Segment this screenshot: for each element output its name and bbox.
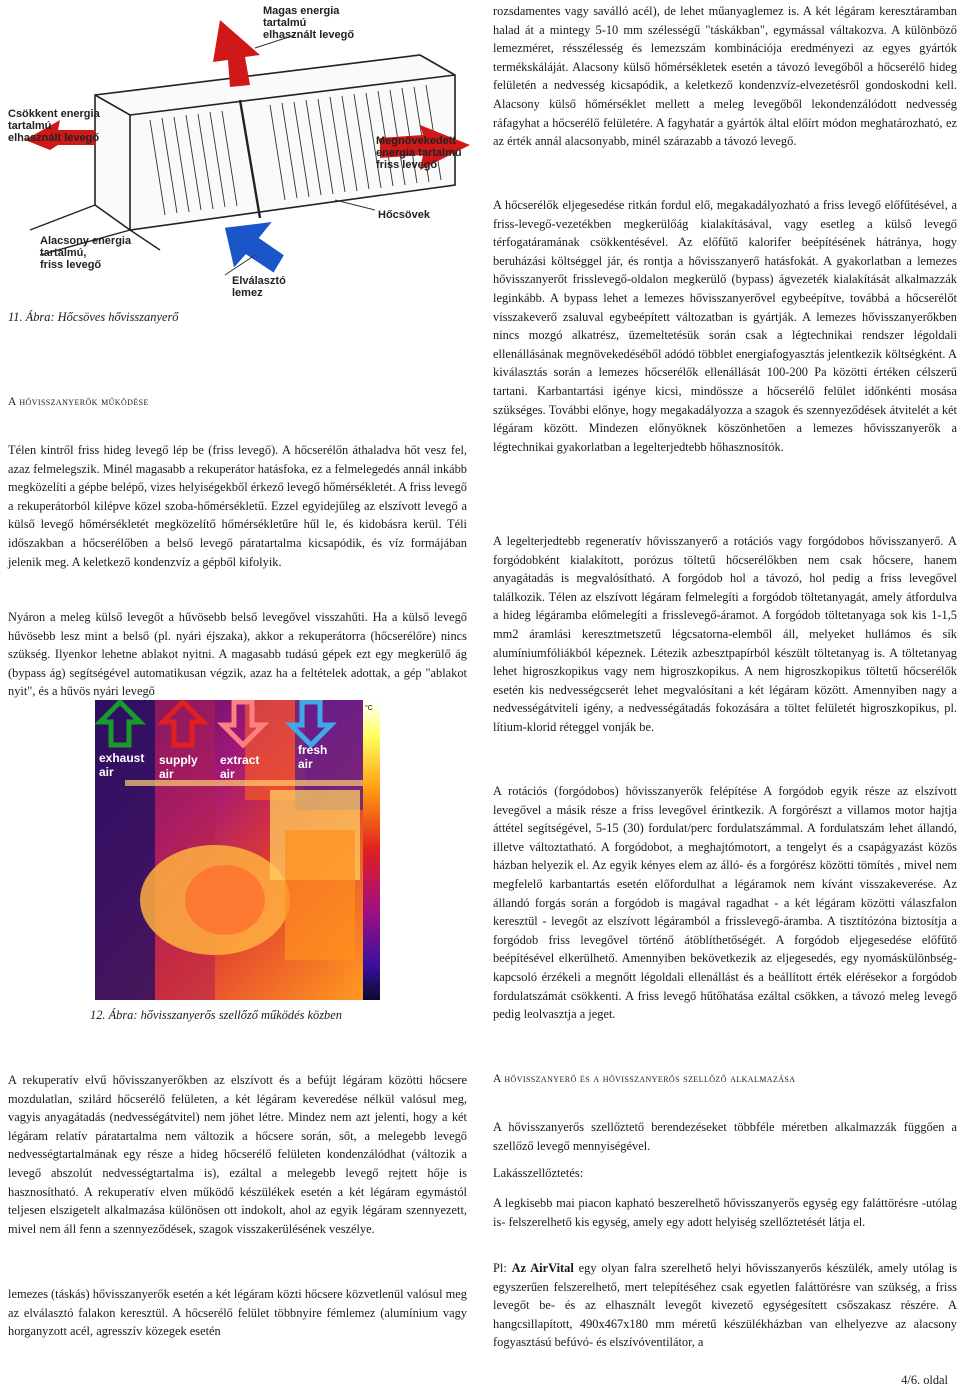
paragraph-plate-materials: rozsdamentes vagy saválló acél), de lehet műanyaglemez is. A két légáram keresztáramban halad át a mintegy 5-10 mm szélességű "táskákban", egymással váltakozva. A különböző lemezméret, résszélesség és lemezszám kombinációja eredményezi az egyes gyártók termékskáláját. Alacsony külső hőmérsékletek esetén a távozó levegőből a hőcserélő hideg felületén a nedvesség kicsapódik, a keletkező kondenzvíz-elvezetésről gondoskodni kell. Alacsony külső hőmérséklet mellett a meleg levegőből lekondenzálódott nedvesség ráfagyhat a hőcserélő felületére. A fagyhatár a gyártók által előírt módon meghatározható, ez az érték annál alacsonyabb, minél szárazabb a távozó levegő. bbox=[493, 4, 957, 149]
label-supply-air: air bbox=[159, 767, 174, 781]
heat-pipe-diagram bbox=[0, 0, 480, 305]
paragraph-rotary-structure: A rotációs (forgódobos) hővisszanyerők felépítése A forgódob egyik része az elszívott levegővel a másik része a friss levegővel érintkezik. A forgórészt a villamos motor hajtja áttétel segítségével, 5-15 (30) fordulat/perc fordulatszámmal. A fordulatszám lehet állandó, illetve változtatható. A forgódobot, a meghajtómotort, a tengelyt és a csapágyazást közös házban helyezik el. Az egyik kényes elem az álló- és a forgórész közötti tömítés , mivel nem megfelelő karbantartás esetén előfordulhat a légáramok nem kívánt visszakeverése. Az állandó forgás során a forgódob is magával ragadhat - a két légáram közötti válaszfalon keresztül - levegőt az elszívott légáramból a frisslevegő-áramba. A tisztítózóna biztosítja a forgódob friss levegővel történő átöblíthetőségét. A forgódob eljegesedése előfűtő beépítésével elkerülhető. Amennyiben bekövetkezik az eljegesedés, egy nyomáskülönbség-kapcsoló érzékeli a megnőtt légoldali ellenállást és a beállított érték elérésekor a forgódob fordulatszámát csökkenti. A friss levegő hűtőhatása ezáltal csökken, a távozó meleg levegő pedig leolvasztja a jeget. bbox=[493, 784, 957, 1022]
paragraph-winter: Télen kintről friss hideg levegő lép be (friss levegő). A hőcserélőn áthaladva hőt vesz fel, azaz felmelegszik. Minél magasabb a rekuperátor hatásfoka, ez a felmelegedés annál inkább megközelíti a gépbe belépő, vizes helyiségekből érkező levegő hőmérsékletét. A friss levegő a rekuperátorból kilépve közel szoba-hőmérsékletű. Ezzel egyidejűleg az elszívott levegő a külső levegő hőmérsékletét megközelítő hőmérsékletűre hűl le, és kidobásra kerül. Téli időszakban a hőcserélőben a belső levegő páratartalma kicsapódik, és víz formájában jelenik meg. A keletkező kondenzvíz a gépből kifolyik. bbox=[8, 443, 467, 569]
fig1-label-top-c: elhasznált levegő bbox=[263, 29, 355, 41]
fig1-label-bot-b: lemez bbox=[232, 287, 263, 299]
fig1-label-top-b: tartalmú bbox=[263, 17, 307, 29]
label-supply: supply bbox=[159, 753, 198, 767]
paragraph-smallest-unit: A legkisebb mai piacon kapható beszerelhető hővisszanyerős egység egy faláttörésre -utólag is- felszerelhető kis egység, amely egy adott helyiség szellőztetését látja el. bbox=[493, 1196, 957, 1229]
label-fresh: fresh bbox=[298, 743, 328, 757]
paragraph-plate-exchangers: lemezes (táskás) hővisszanyerők esetén a két légáram közti hőcsere közvetlenül valósul meg az elválasztó falakon keresztül. A hőcserélő felület többnyire fémlemez (alumínium vagy horganyzott acél, agresszív közegek esetén bbox=[8, 1287, 467, 1339]
label-fresh-air: air bbox=[298, 757, 313, 771]
fig1-label-tubes: Hőcsövek bbox=[378, 209, 430, 221]
scale-unit: °C bbox=[365, 705, 373, 712]
fig1-label-left-b: tartalmú bbox=[8, 120, 52, 132]
paragraph-sizes: A hővisszanyerős szellőztető berendezéseket többféle méretben alkalmazzák függően a szellőző levegő mennyiségével. bbox=[493, 1120, 957, 1153]
paragraph-icing: A hőcserélők eljegesedése ritkán fordul elő, megakadályozható a friss levegő előfűtésével, a friss-levegő-vezetékben megkerülőág kialakításával, vagy esetleg a külső levegő térfogatáramának csökkentésével. Az előfűtő kalorifer beépítésének hátránya, hogy beruházási költséggel jár, és rontja a hővisszanyerő hatásfokát. A gyakorlatban a lemezes hővisszanyerőt frisslevegő-oldalon megkerülő (bypass) ágvezeték kialakítását alkalmazzák leginkább. A bypass lehet a lemezes hővisszanyerővel egybeépítve, továbbá a hőcserélőt visszakeverő zsaluval egybeépített változatban is gyártják. A lemezes hővisszanyerőkben nincs mozgó alkatrész, üzemeltetésük során csak a légtechnikai rendszer légoldali ellenállásának megnövekedéséből adódó többlet energiafogyasztás jelentkezik költségként. A kiválasztás során a lemezes hőcserélők ellenállását 100-200 Pa közötti értéken célszerű tartani. Karbantartási igénye kicsi, mindössze a hőcserélő felület időnkénti mosása szükséges. További előnye, hogy megakadályozza a szagok és szennyeződések átvitelét a két légáram között. Mindezen előnyöknek köszönhetően a lemezes hővisszanyerők a légtechnikai gyakorlatban a legelterjedtebb hőhasznosítók. bbox=[493, 198, 957, 454]
fig1-label-bot-a: Elválasztó bbox=[232, 275, 286, 287]
fig1-label-right-a: Megnövekedett bbox=[376, 135, 457, 147]
paragraph-rotary: A legelterjedtebb regeneratív hővisszanyerő a rotációs vagy forgódobos hővisszanyerő. A forgódobként kialakított, porózus töltetű hőcserélőkben nem csak hőcsere, hanem anyagátadás is megvalósítható. A forgódob hol a távozó, hol pedig a friss levegővel találkozik. Télen az elszívott légáram felmelegíti a forgódob töltetanyagát, amely átfordulva a hideg légáramba előmelegíti a frisslevegő-áramot. A forgódob töltetanyaga sok kis 1-1,5 mm2 áramlási keresztmetszetű légcsatorna-elemből áll, melyeket hullámos és sík alumíniumfóliákból képeznek. Létezik azbesztpapírból készült töltetanyag is. A töltetanyag lehet higroszkopikus vagy nem higroszkopikus. A nem higroszkopikus töltetű hőcserélők esetén kis nedvességcserét lehet megvalósítani a két légáram között. Amennyiben nagy a nedvességátviteli igény, a nedvességátadás fokozására a töltet felületét higroszkopikus, pl. lítium-klorid réteggel vonják be. bbox=[493, 534, 957, 734]
label-exhaust: exhaust bbox=[99, 751, 145, 765]
heading-hovisszanyerok-mukodese: A hővisszanyerők működése bbox=[8, 396, 149, 408]
fig1-label-left-c: elhasznált levegő bbox=[8, 132, 100, 144]
paragraph-recuperative: A rekuperatív elvű hővisszanyerőkben az elszívott és a befújt légáram közötti hőcsere mozdulatlan, szilárd hőcserélő felületen, a két légáram keveredése nélkül valósul meg, vagyis anyagátadás (nedvességátvitel) nem jöhet létre. Mindez nem azt jelenti, hogy a két légáram relatív páratartalma nem változik a hőcsere során, sőt, a melegebb levegő nedvességtartalmának egy része a hideg hőcserélő felületen kondenzálódhat (változik a levegő abszolút nedvességtartalma is), ezáltal a melegebb levegő rejtett hője is hasznosítható. A rekuperatív elven működő készülékek esetén a két légáram egymástól teljesen elszigetelt alkalmazása különösen ott indokolt, ahol az egyik légáram szennyezett, mivel nem áll fenn a szennyeződések, szagok visszakerülésének veszélye. bbox=[8, 1073, 467, 1236]
airvital-brand: Az AirVital bbox=[511, 1261, 574, 1275]
figure-heat-pipe bbox=[0, 0, 480, 305]
figure1-caption: 11. Ábra: Hőcsöves hővisszanyerő bbox=[8, 310, 179, 324]
fig1-label-bl-c: friss levegő bbox=[40, 259, 102, 271]
label-extract: extract bbox=[220, 753, 260, 767]
paragraph-summer: Nyáron a meleg külső levegőt a hűvösebb belső levegővel visszahűti. Ha a külső levegő hűvösebb lesz mint a belső (pl. nyári éjszaka), akkor a rekuperátorra (hőcserélőre) nincs szükség. Ilyenkor lehetne ablakot nyitni. A magasabb tudású gépek ezt egy megkerülő ág (bypass ág) segítségével automatikusan végzik, azaz ha a feltételek adottak, a gép "ablakot nyit", és a hűvös nyári levegő bbox=[8, 610, 467, 699]
label-extract-air: air bbox=[220, 767, 235, 781]
label-exhaust-air: air bbox=[99, 765, 114, 779]
paragraph-airvital bbox=[493, 1259, 957, 1352]
fig1-label-top-a: Magas energia bbox=[263, 5, 340, 17]
fig1-label-left-a: Csökkent energia bbox=[8, 108, 100, 120]
page-number: 4/6. oldal bbox=[901, 1373, 948, 1387]
figure2-caption: 12. Ábra: hővisszanyerős szellőző működés közben bbox=[90, 1008, 342, 1022]
airvital-text: egy olyan falra szerelhető helyi hővisszanyerős készülék, amely utólag is egyszerűen felszerelhető, mert telepítéséhez csak egyetlen faláttörésre van szükség, a friss levegőt be- és az elhasznált levegőt kivezető egységesített csőszakasz részére. A hangcsillapított, 490x467x180 mm méretű készülékházban van elhelyezve az alacsony fogyasztású befúvó- és elszívóventilátor, a bbox=[493, 1261, 958, 1350]
figure-thermal-image bbox=[95, 700, 380, 1000]
thermal-image bbox=[95, 700, 380, 1000]
fig1-label-bl-a: Alacsony energia bbox=[40, 235, 132, 247]
heading-application: A hővisszanyerő és a hővisszanyerős szellőző alkalmazása bbox=[493, 1073, 796, 1085]
fig1-label-bl-b: tartalmú, bbox=[40, 247, 87, 259]
temperature-scale bbox=[363, 700, 380, 1000]
fig1-label-right-b: energia tartalmú bbox=[376, 147, 462, 159]
fig1-label-right-c: friss levegő bbox=[376, 159, 438, 171]
paragraph-residential-label: Lakásszellőztetés: bbox=[493, 1166, 584, 1180]
airvital-prefix: Pl: bbox=[493, 1261, 512, 1275]
